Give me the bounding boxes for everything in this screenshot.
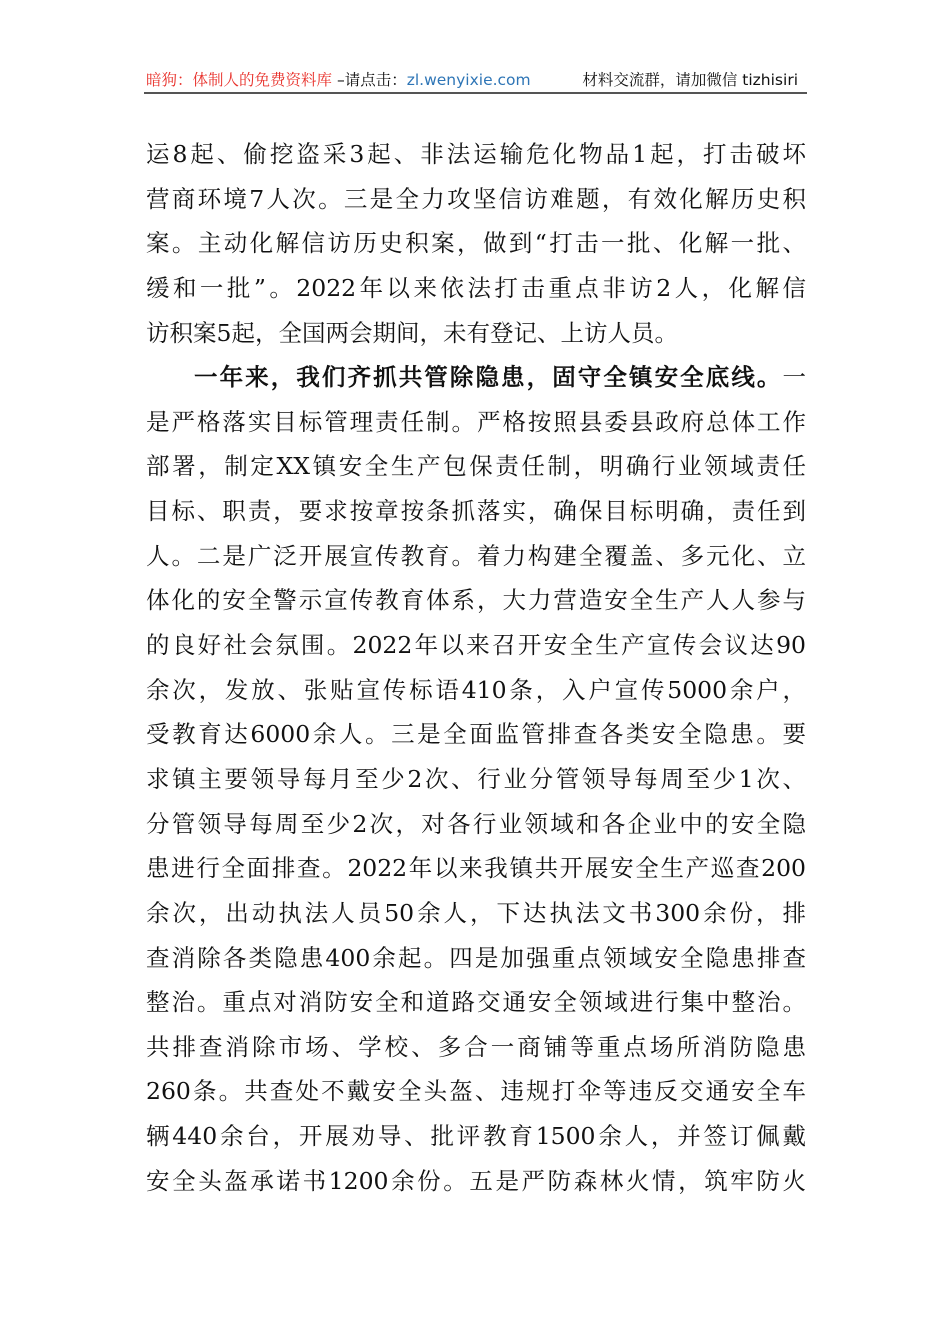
header-divider: [144, 92, 807, 94]
site-link[interactable]: zl.wenyixie.com: [406, 71, 531, 89]
paragraph-1: [146, 132, 806, 355]
click-prefix: –请点击：: [332, 71, 407, 89]
text-line: 260条。共查处不戴安全头盔、违规打伞等违反交通安全车: [146, 1077, 806, 1106]
brand-text: 暗狗：体制人的免费资料库: [146, 71, 333, 89]
text-line: 缓和一批”。2022年以来依法打击重点非访2人，化解信: [146, 273, 806, 302]
text-line: 安全头盔承诺书1200余份。五是严防森林火情，筑牢防火: [146, 1166, 806, 1195]
text-line: 营商环境7人次。三是全力攻坚信访难题，有效化解历史积: [146, 184, 806, 213]
text-line: 体化的安全警示宣传教育体系，大力营造安全生产人人参与: [146, 586, 806, 615]
text-line: 分管领导每周至少2次，对各行业领域和各企业中的安全隐: [146, 809, 806, 838]
text-line: 人。二是广泛开展宣传教育。着力构建全覆盖、多元化、立: [146, 541, 806, 570]
paragraph-heading: 一年来，我们齐抓共管除隐患，固守全镇安全底线。: [194, 363, 783, 392]
document-body: [146, 132, 806, 1203]
text-line: 查消除各类隐患400余起。四是加强重点领域安全隐患排查: [146, 943, 806, 972]
text-line: 整治。重点对消防安全和道路交通安全领域进行集中整治。: [146, 988, 806, 1017]
text-line: 求镇主要领导每月至少2次、行业分管领导每周至少1次、: [146, 764, 806, 793]
wechat-note: 材料交流群，请加微信 tizhisiri: [582, 71, 798, 89]
text-line: 运8起、偷挖盗采3起、非法运输危化物品1起，打击破坏: [146, 140, 806, 168]
text-line: 余次，发放、张贴宣传标语410条，入户宣传5000余户，: [146, 675, 806, 704]
text-line: 共排查消除市场、学校、多合一商铺等重点场所消防隐患: [146, 1032, 806, 1061]
page-header: [146, 68, 806, 92]
text-line: 受教育达6000余人。三是全面监管排查各类安全隐患。要: [146, 720, 806, 749]
text-line: [146, 355, 806, 400]
text-line: 辆440余台，开展劝导、批评教育1500余人，并签订佩戴: [146, 1122, 806, 1151]
text-line: 访积案5起，全国两会期间，未有登记、上访人员。: [146, 318, 678, 347]
text-line: 案。主动化解信访历史积案，做到“打击一批、化解一批、: [146, 229, 806, 258]
text-line: 是严格落实目标管理责任制。严格按照县委县政府总体工作: [146, 407, 806, 436]
text-line: 部署，制定XX镇安全生产包保责任制，明确行业领域责任: [146, 452, 806, 481]
text-line: 目标、职责，要求按章按条抓落实，确保目标明确，责任到: [146, 497, 806, 526]
paragraph-2: [146, 355, 806, 1203]
text-line: 余次，出动执法人员50余人，下达执法文书300余份，排: [146, 898, 806, 927]
heading-tail: 一: [782, 363, 806, 392]
text-line: 患进行全面排查。2022年以来我镇共开展安全生产巡查200: [146, 854, 806, 883]
text-line: 的良好社会氛围。2022年以来召开安全生产宣传会议达90: [146, 631, 806, 660]
